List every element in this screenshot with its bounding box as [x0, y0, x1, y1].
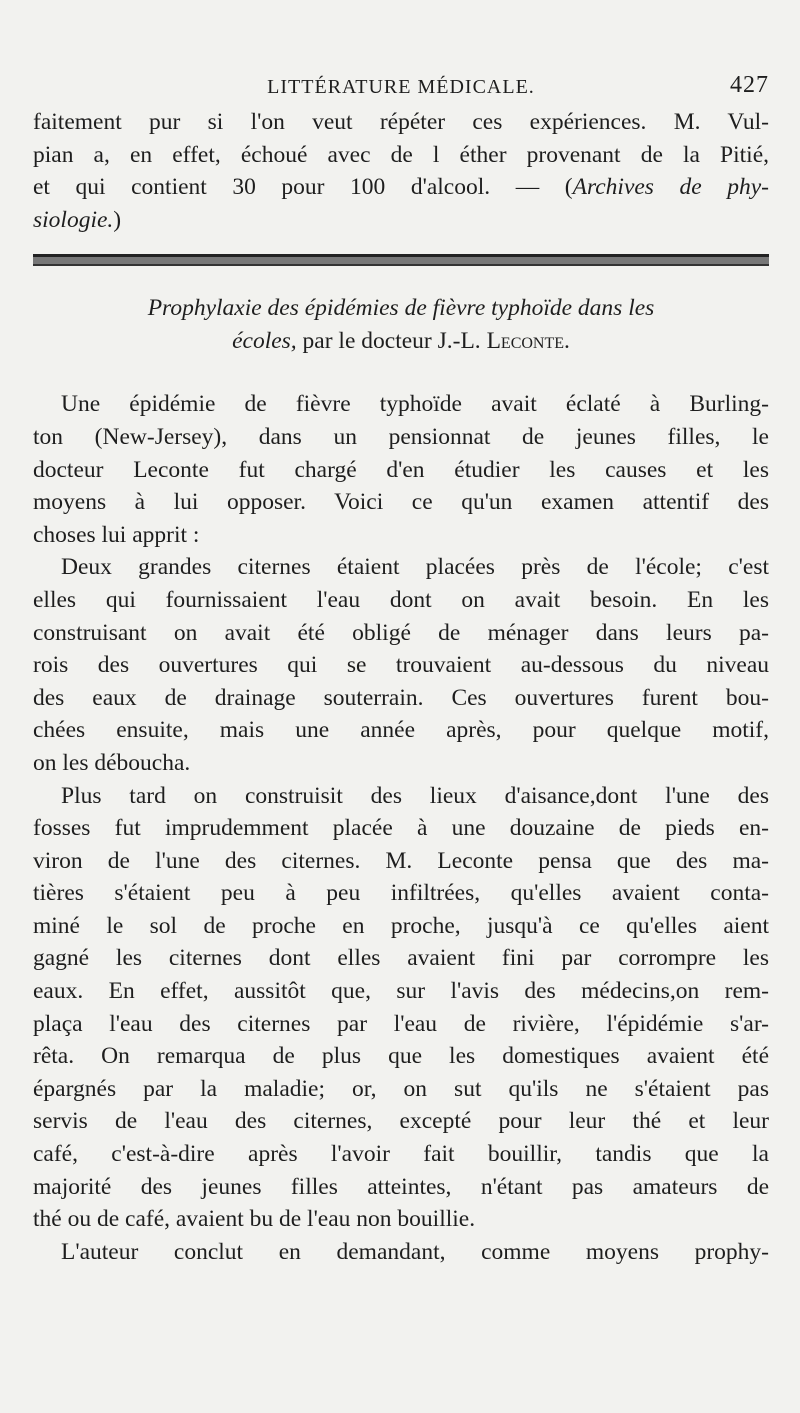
text-line: eaux. En effet, aussitôt que, sur l'avis des médecins,on rem- — [33, 978, 769, 1005]
title-word: écoles, — [232, 328, 297, 355]
text-line: Une épidémie de fièvre typhoïde avait éclaté à Burling- — [61, 391, 769, 418]
text-line: on les déboucha. — [33, 749, 191, 776]
source-citation: Archives de phy- — [572, 174, 770, 201]
article-title — [33, 292, 769, 358]
text-line: faitement pur si l'on veut répéter ces expériences. M. Vul- — [33, 109, 769, 135]
paragraph — [33, 551, 769, 779]
text-line: choses lui apprit : — [33, 521, 200, 548]
text-line: Deux grandes citernes étaient placées près de l'école; c'est — [61, 554, 769, 581]
previous-article-ending — [33, 106, 769, 236]
source-paren: ( — [564, 174, 573, 201]
text-line: construisant on avait été obligé de ménager dans leurs pa- — [33, 619, 769, 646]
text-line: viron de l'une des citernes. M. Leconte pensa que des ma- — [33, 847, 769, 874]
article-body — [33, 388, 769, 1268]
text-line: moyens à lui opposer. Voici ce qu'un examen attentif des — [33, 489, 769, 516]
author-name: Leconte — [486, 328, 565, 355]
text-line — [33, 204, 769, 237]
text-line: servis de l'eau des citernes, excepté pour leur thé et leur — [33, 1108, 769, 1135]
text-line: elles qui fournissaient l'eau dont on avait besoin. En les — [33, 586, 769, 613]
text-line: café, c'est-à-dire après l'avoir fait bouillir, tandis que la — [33, 1141, 769, 1168]
book-page — [33, 70, 769, 1268]
text-line: des eaux de drainage souterrain. Ces ouvertures furent bou- — [33, 684, 769, 711]
paragraph — [33, 1236, 769, 1269]
paragraph — [33, 780, 769, 1236]
title-byline: par le docteur J.-L. — [296, 328, 487, 355]
text-fragment: et qui contient 30 pour 100 d'alcool. — — [33, 174, 540, 201]
text-line: miné le sol de proche en proche, jusqu'à ce qu'elles aient — [33, 912, 769, 939]
text-line: ton (New-Jersey), dans un pensionnat de jeunes filles, le — [33, 423, 769, 450]
text-line: épargnés par la maladie; or, on sut qu'ils ne s'étaient pas — [33, 1075, 769, 1102]
running-title: LITTÉRATURE MÉDICALE. — [267, 76, 535, 98]
text-line: Plus tard on construisit des lieux d'aisance,dont l'une des — [61, 782, 769, 809]
text-line: docteur Leconte fut chargé d'en étudier les causes et les — [33, 456, 769, 483]
text-line: fosses fut imprudemment placée à une douzaine de pieds en- — [33, 815, 769, 842]
text-line: plaça l'eau des citernes par l'eau de rivière, l'épidémie s'ar- — [33, 1010, 769, 1037]
section-divider — [33, 254, 769, 266]
paragraph — [33, 388, 769, 551]
source-citation-cont: siologie. — [33, 206, 114, 233]
text-line: thé ou de café, avaient bu de l'eau non bouillie. — [33, 1206, 476, 1233]
text-line: tières s'étaient peu à peu infiltrées, qu'elles avaient conta- — [33, 880, 769, 907]
page-number: 427 — [730, 72, 769, 98]
title-line: Prophylaxie des épidémies de fièvre typhoïde dans les — [147, 295, 655, 322]
text-line: gagné les citernes dont elles avaient fini par corrompre les — [33, 945, 769, 972]
page-header — [33, 70, 769, 106]
text-line — [33, 171, 769, 204]
source-paren: ) — [113, 206, 122, 233]
text-line: majorité des jeunes filles atteintes, n'étant pas amateurs de — [33, 1173, 769, 1200]
text-line: pian a, en effet, échoué avec de l éther provenant de la Pitié, — [33, 141, 769, 168]
text-line: chées ensuite, mais une année après, pour quelque motif, — [33, 717, 769, 744]
text-line: rois des ouvertures qui se trouvaient au-dessous du niveau — [33, 652, 769, 679]
title-end: . — [564, 328, 570, 355]
text-line: L'auteur conclut en demandant, comme moyens prophy- — [61, 1238, 769, 1265]
text-line: rêta. On remarqua de plus que les domestiques avaient été — [33, 1043, 769, 1070]
